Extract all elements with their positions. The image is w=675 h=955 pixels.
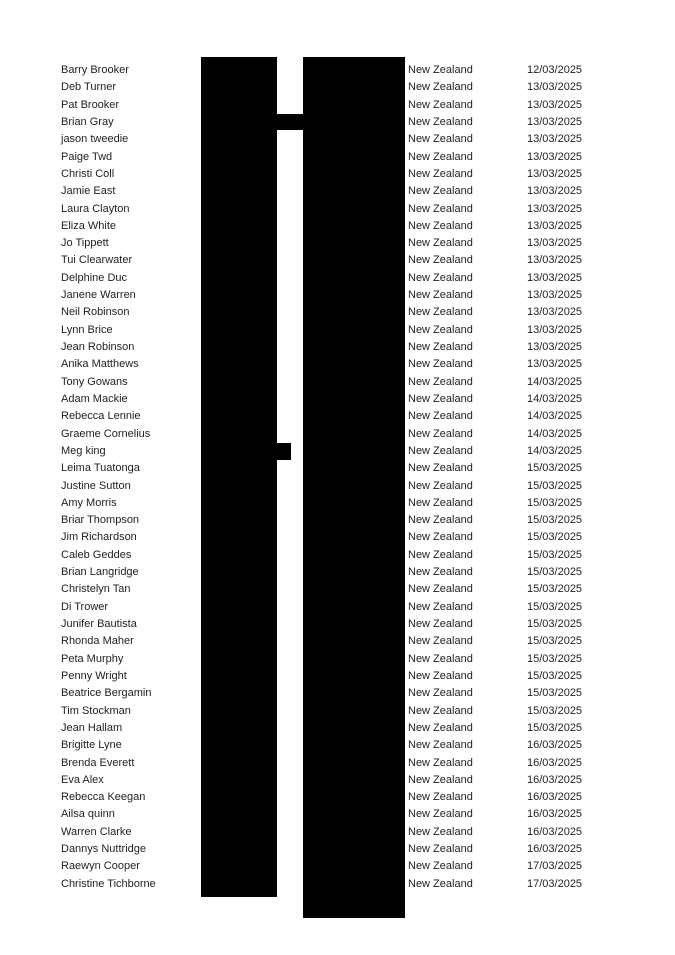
name-cell: Caleb Geddes	[61, 548, 132, 561]
name-cell: Briar Thompson	[61, 514, 140, 527]
country-cell: New Zealand	[408, 150, 473, 163]
country-cell: New Zealand	[408, 600, 473, 613]
country-cell: New Zealand	[408, 618, 473, 630]
country-cell: New Zealand	[408, 773, 473, 786]
name-cell: Deb Turner	[61, 81, 117, 94]
date-cell: 13/03/2025	[527, 341, 583, 353]
name-cell: Christelyn Tan	[61, 583, 131, 596]
date-cell: 15/03/2025	[527, 600, 583, 613]
name-cell: Eva Alex	[61, 773, 104, 786]
name-cell: Jean Robinson	[61, 341, 135, 353]
date-cell: 15/03/2025	[527, 687, 583, 700]
name-cell: Junifer Bautista	[61, 618, 137, 630]
country-cell: New Zealand	[408, 669, 473, 682]
country-cell: New Zealand	[408, 548, 473, 561]
name-cell: Leima Tuatonga	[61, 462, 140, 475]
name-cell: Ailsa quinn	[61, 808, 115, 821]
country-cell: New Zealand	[408, 167, 473, 180]
date-cell: 13/03/2025	[527, 254, 583, 267]
name-cell: Raewyn Cooper	[61, 860, 140, 873]
date-cell: 14/03/2025	[527, 427, 583, 440]
date-cell: 13/03/2025	[527, 202, 583, 215]
name-cell: Graeme Cornelius	[61, 427, 151, 440]
country-cell: New Zealand	[408, 133, 473, 146]
date-cell: 14/03/2025	[527, 444, 583, 457]
name-cell: Di Trower	[61, 600, 109, 613]
country-cell: New Zealand	[408, 81, 473, 94]
name-cell: Jo Tippett	[61, 237, 109, 250]
country-cell: New Zealand	[408, 185, 473, 198]
redaction-tab-row-23	[276, 443, 291, 460]
name-cell: Justine Sutton	[61, 479, 131, 492]
country-cell: New Zealand	[408, 271, 473, 284]
country-cell: New Zealand	[408, 704, 473, 717]
date-cell: 13/03/2025	[527, 167, 583, 180]
name-cell: Jamie East	[61, 185, 116, 198]
country-cell: New Zealand	[408, 860, 473, 873]
country-cell: New Zealand	[408, 531, 473, 544]
country-cell: New Zealand	[408, 687, 473, 700]
date-cell: 16/03/2025	[527, 739, 583, 752]
date-cell: 15/03/2025	[527, 635, 583, 648]
date-cell: 15/03/2025	[527, 652, 583, 665]
name-cell: Christi Coll	[61, 167, 115, 180]
name-cell: Brenda Everett	[61, 756, 135, 769]
date-cell: 13/03/2025	[527, 115, 583, 128]
date-cell: 15/03/2025	[527, 479, 583, 492]
country-cell: New Zealand	[408, 843, 473, 856]
name-cell: Rebecca Keegan	[61, 791, 146, 804]
country-cell: New Zealand	[408, 358, 473, 371]
date-cell: 15/03/2025	[527, 704, 583, 717]
name-cell: Meg king	[61, 444, 106, 457]
country-cell: New Zealand	[408, 219, 473, 232]
date-cell: 15/03/2025	[527, 531, 583, 544]
redaction-column-2	[303, 57, 405, 918]
country-cell: New Zealand	[408, 375, 473, 388]
country-cell: New Zealand	[408, 289, 473, 302]
date-cell: 16/03/2025	[527, 808, 583, 821]
date-cell: 13/03/2025	[527, 237, 583, 250]
country-cell: New Zealand	[408, 341, 473, 353]
country-cell: New Zealand	[408, 514, 473, 527]
date-cell: 13/03/2025	[527, 271, 583, 284]
name-cell: Penny Wright	[61, 669, 127, 682]
name-cell: Amy Morris	[61, 496, 117, 509]
country-cell: New Zealand	[408, 739, 473, 752]
name-cell: Rebecca Lennie	[61, 410, 141, 423]
country-cell: New Zealand	[408, 444, 473, 457]
name-cell: Tim Stockman	[61, 704, 131, 717]
name-cell: Delphine Duc	[61, 271, 128, 284]
country-cell: New Zealand	[408, 254, 473, 267]
date-cell: 13/03/2025	[527, 81, 583, 94]
name-cell: Dannys Nuttridge	[61, 843, 146, 856]
redaction-column-1	[201, 57, 277, 897]
country-cell: New Zealand	[408, 721, 473, 734]
date-cell: 15/03/2025	[527, 462, 583, 475]
name-cell: Lynn Brice	[61, 323, 113, 336]
date-cell: 16/03/2025	[527, 825, 583, 838]
date-cell: 13/03/2025	[527, 358, 583, 371]
date-cell: 15/03/2025	[527, 583, 583, 596]
date-cell: 13/03/2025	[527, 98, 583, 111]
date-cell: 16/03/2025	[527, 773, 583, 786]
country-cell: New Zealand	[408, 410, 473, 423]
name-cell: jason tweedie	[61, 133, 129, 146]
date-cell: 15/03/2025	[527, 514, 583, 527]
date-cell: 13/03/2025	[527, 306, 583, 319]
name-cell: Eliza White	[61, 219, 117, 232]
name-cell: Janene Warren	[61, 289, 136, 302]
name-cell: Warren Clarke	[61, 825, 132, 838]
country-cell: New Zealand	[408, 652, 473, 665]
country-cell: New Zealand	[408, 323, 473, 336]
date-cell: 13/03/2025	[527, 185, 583, 198]
date-cell: 13/03/2025	[527, 289, 583, 302]
name-cell: Peta Murphy	[61, 652, 124, 665]
date-cell: 12/03/2025	[527, 64, 583, 76]
name-cell: Paige Twd	[61, 150, 113, 163]
country-cell: New Zealand	[408, 756, 473, 769]
date-cell: 17/03/2025	[527, 877, 583, 890]
country-cell: New Zealand	[408, 98, 473, 111]
country-cell: New Zealand	[408, 64, 473, 76]
date-cell: 15/03/2025	[527, 618, 583, 630]
name-cell: Christine Tichborne	[61, 877, 156, 890]
date-cell: 16/03/2025	[527, 756, 583, 769]
name-cell: Brigitte Lyne	[61, 739, 122, 752]
name-cell: Anika Matthews	[61, 358, 139, 371]
name-cell: Brian Gray	[61, 115, 114, 128]
date-cell: 17/03/2025	[527, 860, 583, 873]
country-cell: New Zealand	[408, 427, 473, 440]
date-cell: 16/03/2025	[527, 791, 583, 804]
date-cell: 14/03/2025	[527, 375, 583, 388]
date-cell: 15/03/2025	[527, 669, 583, 682]
date-cell: 15/03/2025	[527, 496, 583, 509]
name-cell: Brian Langridge	[61, 566, 139, 579]
date-cell: 13/03/2025	[527, 219, 583, 232]
country-cell: New Zealand	[408, 635, 473, 648]
name-cell: Pat Brooker	[61, 98, 120, 111]
date-cell: 14/03/2025	[527, 410, 583, 423]
name-cell: Tui Clearwater	[61, 254, 133, 267]
name-cell: Barry Brooker	[61, 64, 129, 76]
name-cell: Laura Clayton	[61, 202, 130, 215]
date-cell: 15/03/2025	[527, 566, 583, 579]
name-cell: Neil Robinson	[61, 306, 130, 319]
country-cell: New Zealand	[408, 877, 473, 890]
country-cell: New Zealand	[408, 306, 473, 319]
country-cell: New Zealand	[408, 479, 473, 492]
name-cell: Tony Gowans	[61, 375, 128, 388]
name-cell: Jean Hallam	[61, 721, 123, 734]
country-cell: New Zealand	[408, 462, 473, 475]
country-cell: New Zealand	[408, 808, 473, 821]
country-cell: New Zealand	[408, 583, 473, 596]
country-cell: New Zealand	[408, 202, 473, 215]
country-cell: New Zealand	[408, 791, 473, 804]
date-cell: 15/03/2025	[527, 721, 583, 734]
date-cell: 15/03/2025	[527, 548, 583, 561]
date-cell: 13/03/2025	[527, 133, 583, 146]
country-cell: New Zealand	[408, 566, 473, 579]
date-cell: 13/03/2025	[527, 150, 583, 163]
date-cell: 14/03/2025	[527, 392, 583, 405]
country-cell: New Zealand	[408, 115, 473, 128]
country-cell: New Zealand	[408, 237, 473, 250]
name-cell: Beatrice Bergamin	[61, 687, 152, 700]
name-cell: Rhonda Maher	[61, 635, 134, 648]
date-cell: 13/03/2025	[527, 323, 583, 336]
country-cell: New Zealand	[408, 825, 473, 838]
redaction-bridge-row-4	[276, 114, 304, 130]
country-cell: New Zealand	[408, 496, 473, 509]
name-cell: Adam Mackie	[61, 392, 128, 405]
date-cell: 16/03/2025	[527, 843, 583, 856]
name-cell: Jim Richardson	[61, 531, 137, 544]
country-cell: New Zealand	[408, 392, 473, 405]
